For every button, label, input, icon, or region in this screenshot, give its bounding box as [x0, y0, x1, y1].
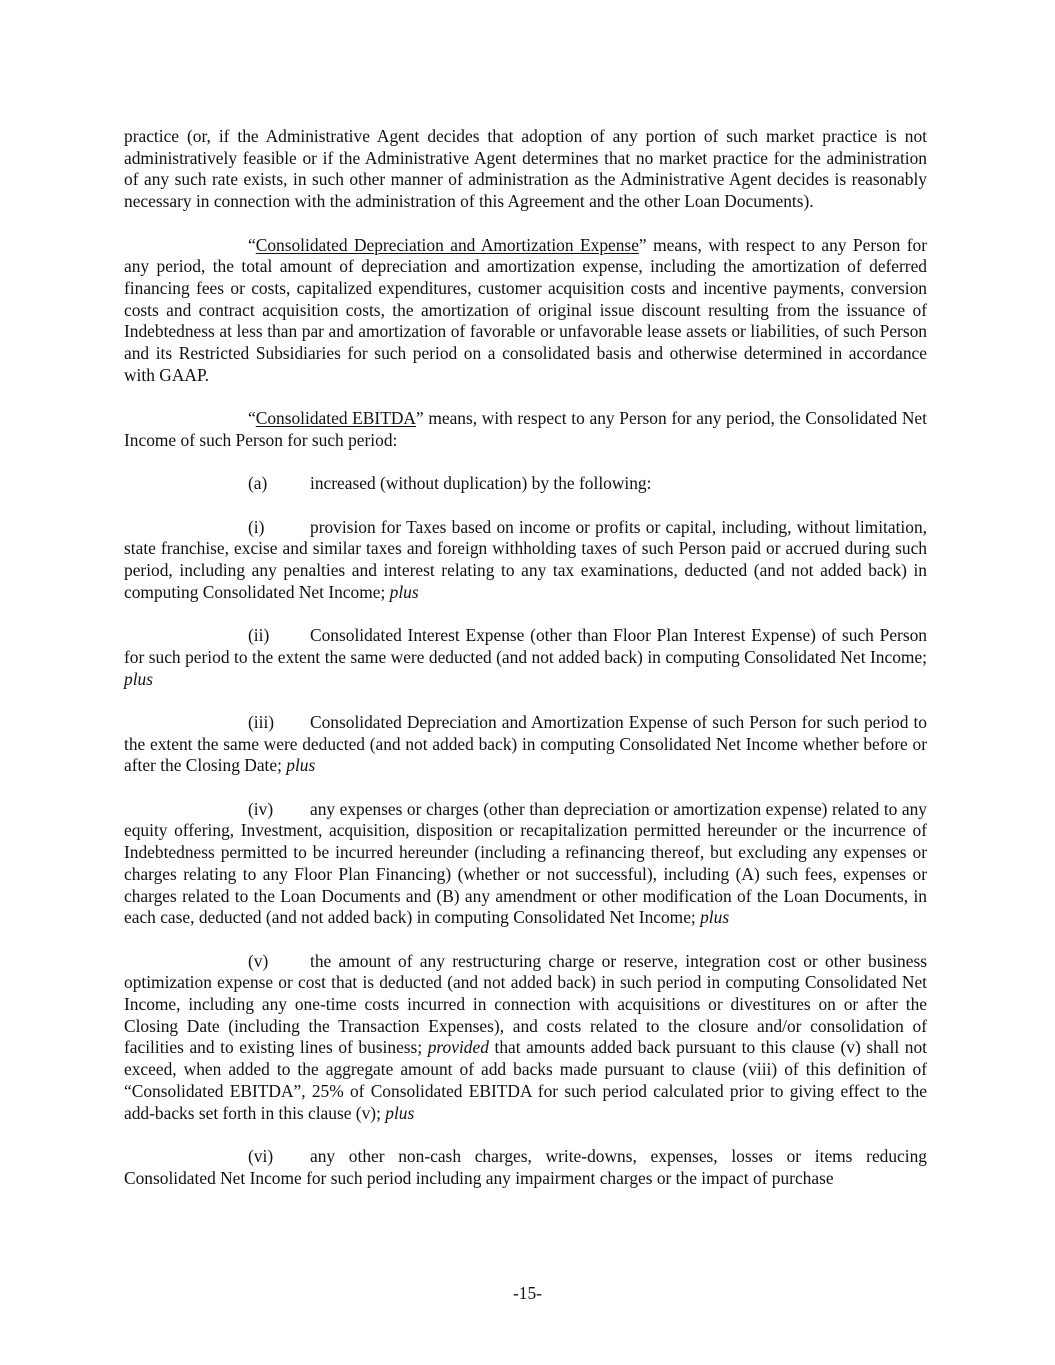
clause-number: (i) — [248, 516, 265, 537]
definition-body: ” means, with respect to any Person for any period, the Consolidated Net Income of such Person for such period: — [124, 408, 927, 450]
clause-text: provision for Taxes based on income or profits or capital, including, without limitation, state franchise, excise and similar taxes and foreign withholding taxes of such Person paid or accrued during such period, including any penalties and interest relating to any tax examinations, deducted (and not added back) in computing Consolidated Net Income; — [124, 516, 927, 602]
clause-iii — [124, 712, 927, 777]
clause-vi — [124, 1146, 927, 1189]
clause-provided: provided — [427, 1037, 489, 1058]
clause-number: (iii) — [248, 711, 275, 732]
clause-number: (vi) — [248, 1145, 274, 1166]
clause-i — [124, 517, 927, 604]
clause-number: (a) — [248, 473, 268, 494]
page-number: -15- — [513, 1283, 542, 1303]
open-quote: “ — [248, 234, 256, 255]
clause-text: increased (without duplication) by the following: — [310, 473, 652, 494]
clause-v — [124, 951, 927, 1125]
clause-suffix: plus — [700, 907, 730, 928]
clause-suffix: plus — [385, 1102, 415, 1123]
defined-term: Consolidated EBITDA — [255, 408, 416, 429]
defined-term: Consolidated Depreciation and Amortization Expense — [255, 234, 639, 255]
definition-body: ” means, with respect to any Person for any period, the total amount of depreciation and amortization expense, including the amortization of deferred financing fees or costs, capitalized expenditures, customer acquisition costs and incentive payments, conversion costs and contract acquisition costs, the amortization of original issue discount resulting from the issuance of Indebtedness at less than par and amortization of favorable or unfavorable lease assets or liabilities, of such Person and its Restricted Subsidiaries for such period on a consolidated basis and otherwise determined in accordance with GAAP. — [124, 234, 927, 385]
clause-text-after: that amounts added back pursuant to this clause (v) shall not exceed, when added to the aggregate amount of add backs made pursuant to clause (viii) of this definition of “Consolidated EBITDA”, 25% of Consolidated EBITDA for such period calculated prior to giving effect to the add-backs set forth in this clause (v); — [124, 1037, 927, 1123]
clause-ii — [124, 625, 927, 690]
clause-number: (ii) — [248, 625, 270, 646]
clause-a — [124, 473, 927, 495]
continuation-paragraph: practice (or, if the Administrative Agent decides that adoption of any portion of such market practice is not administratively feasible or if the Administrative Agent determines that no market practice for the administration of any such rate exists, in such other manner of administration as the Administrative Agent decides is reasonably necessary in connection with the administration of this Agreement and the other Loan Documents). — [124, 126, 927, 212]
clause-suffix: plus — [286, 755, 316, 776]
clause-text-before: the amount of any restructuring charge or reserve, integration cost or other business optimization expense or cost that is deducted (and not added back) in such period in computing Consolidated Net Income, including any one-time costs incurred in connection with acquisitions or divestitures on or after the Closing Date (including the Transaction Expenses), and costs related to the closure and/or consolidation of facilities and to existing lines of business; — [124, 950, 927, 1058]
clause-text: any expenses or charges (other than depreciation or amortization expense) related to any equity offering, Investment, acquisition, disposition or recapitalization permitted hereunder or the incurrence of Indebtedness permitted to be incurred hereunder (including a refinancing thereof, but excluding any expenses or charges relating to any Floor Plan Financing) (whether or not successful), including (A) such fees, expenses or charges related to the Loan Documents and (B) any amendment or other modification of the Loan Documents, in each case, deducted (and not added back) in computing Consolidated Net Income; — [124, 798, 927, 928]
clause-number: (v) — [248, 950, 269, 971]
document-page — [124, 126, 927, 1211]
clause-text: Consolidated Depreciation and Amortization Expense of such Person for such period to the extent the same were deducted (and not added back) in computing Consolidated Net Income whether before or after the Closing Date; — [124, 711, 927, 776]
clause-suffix: plus — [124, 668, 153, 689]
clause-iv — [124, 799, 927, 929]
open-quote: “ — [248, 408, 256, 429]
clause-text: Consolidated Interest Expense (other than Floor Plan Interest Expense) of such Person for such period to the extent the same were deducted (and not added back) in computing Consolidated Net Income; — [124, 625, 927, 667]
clause-number: (iv) — [248, 798, 274, 819]
clause-suffix: plus — [389, 581, 419, 602]
definition-consolidated-ebitda — [124, 408, 927, 451]
clause-text: any other non-cash charges, write-downs, expenses, losses or items reducing Consolidated Net Income for such period including any impairment charges or the impact of purchase — [124, 1145, 927, 1188]
definition-depreciation-amortization — [124, 235, 927, 387]
